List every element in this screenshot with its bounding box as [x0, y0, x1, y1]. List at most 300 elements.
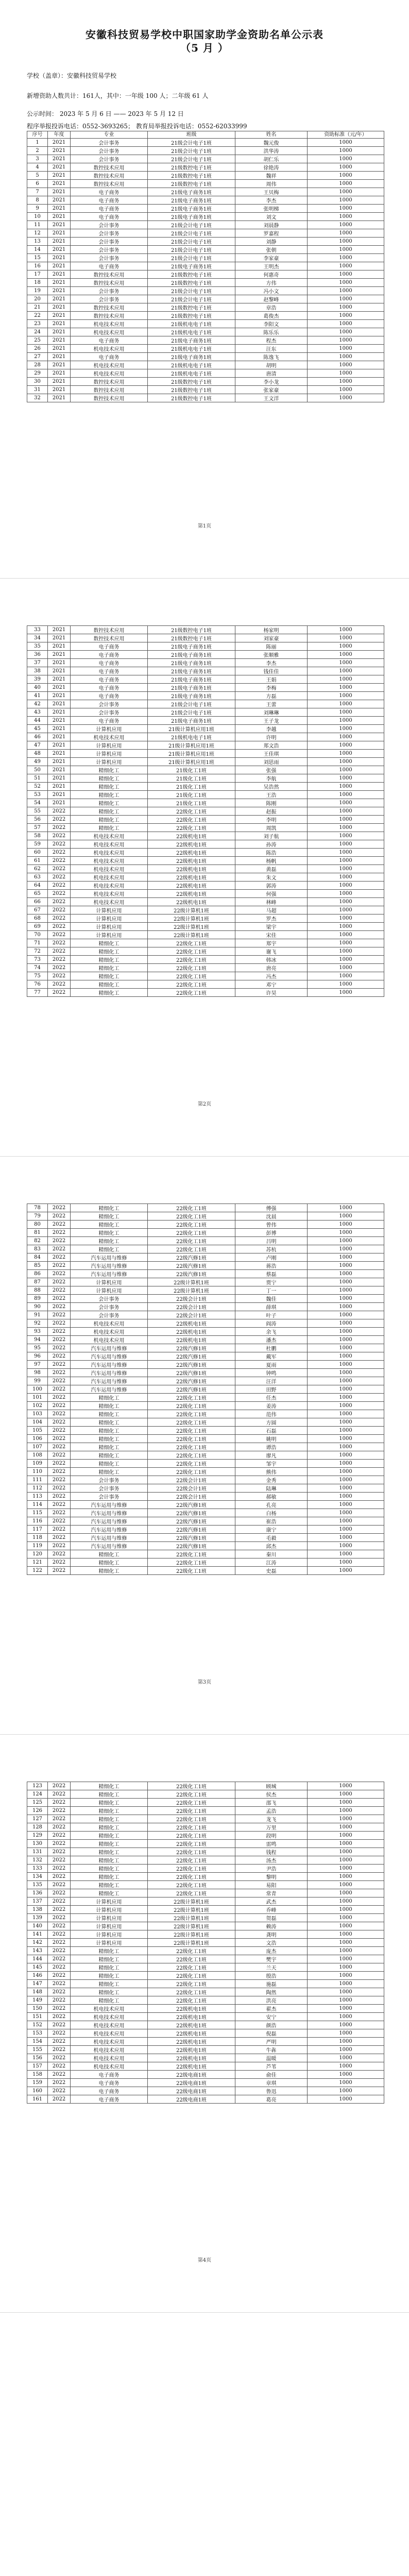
cell-year: 2022: [48, 1823, 71, 1832]
cell-amount: 1000: [308, 741, 384, 750]
cell-no: 29: [27, 369, 48, 378]
cell-year: 2022: [48, 1319, 71, 1328]
column-header-name: 姓名: [235, 131, 308, 139]
cell-name: 阎涛: [235, 1319, 308, 1328]
cell-year: 2021: [48, 353, 71, 361]
cell-name: 庞杰: [235, 1947, 308, 1955]
cell-class: 21级数控电子1班: [148, 626, 235, 634]
table-row: [27, 964, 384, 972]
table-row: [27, 717, 384, 725]
cell-name: 王娟: [235, 675, 308, 684]
cell-class: 22级化工1班: [148, 1402, 235, 1410]
cell-major: 精细化工: [71, 980, 148, 989]
cell-amount: 1000: [308, 1427, 384, 1435]
cell-class: 22级机电1班: [148, 832, 235, 840]
cell-amount: 1000: [308, 956, 384, 964]
cell-major: 机电技术应用: [71, 2046, 148, 2054]
cell-no: 97: [27, 1361, 48, 1369]
cell-class: 22级汽修1班: [148, 1509, 235, 1517]
cell-class: 21级计算机应用1班: [148, 741, 235, 750]
cell-no: 94: [27, 1336, 48, 1344]
cell-no: 75: [27, 972, 48, 980]
cell-class: 22级化工1班: [148, 956, 235, 964]
table-row: [27, 1906, 384, 1914]
cell-name: 谭浩: [235, 1443, 308, 1451]
cell-no: 4: [27, 163, 48, 172]
cell-major: 机电技术应用: [71, 898, 148, 906]
cell-amount: 1000: [308, 1212, 384, 1221]
cell-name: 陆琳: [235, 1484, 308, 1493]
cell-no: 118: [27, 1534, 48, 1542]
cell-no: 148: [27, 1988, 48, 1996]
table-row: [27, 824, 384, 832]
cell-major: 精细化工: [71, 1790, 148, 1799]
cell-class: 22级会计1班: [148, 1476, 235, 1484]
cell-amount: 1000: [308, 1361, 384, 1369]
cell-class: 21级电子商务1班: [148, 651, 235, 659]
cell-major: 汽车运用与维修: [71, 1369, 148, 1377]
table-row: [27, 1204, 384, 1212]
cell-year: 2021: [48, 254, 71, 262]
cell-name: 蔡磊: [235, 1270, 308, 1278]
cell-no: 28: [27, 361, 48, 369]
cell-class: 21级机电电子1班: [148, 328, 235, 336]
cell-name: 韩冰: [235, 956, 308, 964]
cell-name: 史磊: [235, 1567, 308, 1575]
table-row: [27, 1856, 384, 1865]
cell-no: 72: [27, 947, 48, 956]
cell-amount: 1000: [308, 1460, 384, 1468]
cell-class: 21级会计电子1班: [148, 147, 235, 155]
cell-amount: 1000: [308, 972, 384, 980]
cell-year: 2021: [48, 634, 71, 642]
cell-no: 98: [27, 1369, 48, 1377]
cell-class: 22级化工1班: [148, 1782, 235, 1790]
cell-class: 22级化工1班: [148, 1790, 235, 1799]
cell-year: 2022: [48, 1493, 71, 1501]
cell-year: 2022: [48, 1922, 71, 1930]
cell-amount: 1000: [308, 1221, 384, 1229]
document-title: 安徽科技贸易学校中职国家助学金资助名单公示表: [86, 28, 323, 41]
cell-major: 精细化工: [71, 766, 148, 774]
cell-year: 2022: [48, 1369, 71, 1377]
cell-amount: 1000: [308, 1988, 384, 1996]
cell-name: 唐清: [235, 369, 308, 378]
cell-no: 129: [27, 1832, 48, 1840]
table-row: [27, 1782, 384, 1790]
cell-major: 会计事务: [71, 287, 148, 295]
cell-name: 赵振: [235, 807, 308, 816]
cell-name: 江涛: [235, 1558, 308, 1567]
cell-year: 2022: [48, 923, 71, 931]
cell-year: 2021: [48, 229, 71, 238]
cell-no: 43: [27, 708, 48, 717]
table-row: [27, 2054, 384, 2062]
cell-major: 电子商务: [71, 651, 148, 659]
cell-amount: 1000: [308, 2079, 384, 2087]
table-row: [27, 1930, 384, 1939]
cell-class: 22级计算机1班: [148, 1930, 235, 1939]
cell-major: 汽车运用与维修: [71, 1542, 148, 1550]
cell-class: 21级电子商务1班: [148, 642, 235, 651]
cell-no: 2: [27, 147, 48, 155]
cell-name: 魏祥: [235, 172, 308, 180]
cell-class: 21级电子商务1班: [148, 213, 235, 221]
cell-year: 2022: [48, 931, 71, 939]
table-row: [27, 1336, 384, 1344]
cell-year: 2022: [48, 906, 71, 914]
cell-name: 严明: [235, 2038, 308, 2046]
cell-year: 2022: [48, 1782, 71, 1790]
cell-major: 机电技术应用: [71, 369, 148, 378]
cell-year: 2022: [48, 1526, 71, 1534]
table-row: [27, 708, 384, 717]
cell-class: 21级电子商务1班: [148, 659, 235, 667]
cell-year: 2022: [48, 1295, 71, 1303]
cell-name: 贾宁: [235, 1278, 308, 1286]
cell-no: 152: [27, 2021, 48, 2029]
cell-major: 机电技术应用: [71, 2021, 148, 2029]
cell-major: 电子商务: [71, 2079, 148, 2087]
cell-no: 107: [27, 1443, 48, 1451]
cell-no: 46: [27, 733, 48, 741]
cell-name: 章琪: [235, 2079, 308, 2087]
table-row: [27, 634, 384, 642]
cell-no: 88: [27, 1286, 48, 1295]
cell-amount: 1000: [308, 1865, 384, 1873]
cell-year: 2021: [48, 708, 71, 717]
cell-amount: 1000: [308, 1963, 384, 1972]
cell-year: 2022: [48, 1221, 71, 1229]
cell-class: 22级化工1班: [148, 1955, 235, 1963]
cell-amount: 1000: [308, 2013, 384, 2021]
cell-name: 李阳文: [235, 320, 308, 328]
cell-major: 机电技术应用: [71, 840, 148, 849]
cell-class: 21级数控电子1班: [148, 270, 235, 279]
cell-class: 22级电商1班: [148, 2095, 235, 2104]
cell-no: 24: [27, 328, 48, 336]
cell-no: 124: [27, 1790, 48, 1799]
cell-year: 2021: [48, 642, 71, 651]
table-row: [27, 1865, 384, 1873]
table-row: [27, 2013, 384, 2021]
cell-no: 1: [27, 139, 48, 147]
cell-no: 33: [27, 626, 48, 634]
cell-major: 电子商务: [71, 336, 148, 345]
cell-year: 2021: [48, 270, 71, 279]
cell-major: 机电技术应用: [71, 882, 148, 890]
cell-amount: 1000: [308, 1410, 384, 1418]
cell-no: 19: [27, 287, 48, 295]
cell-name: 陈刚: [235, 799, 308, 807]
page-number: 第4页: [197, 2258, 212, 2263]
cell-class: 22级机电1班: [148, 2029, 235, 2038]
table-row: [27, 816, 384, 824]
cell-year: 2021: [48, 312, 71, 320]
cell-class: 22级化工1班: [148, 1443, 235, 1451]
cell-name: 姜涛: [235, 1402, 308, 1410]
cell-class: 21级数控电子1班: [148, 279, 235, 287]
cell-name: 谢飞: [235, 947, 308, 956]
table-row: [27, 1922, 384, 1930]
table-row: [27, 1832, 384, 1840]
table-row: [27, 906, 384, 914]
cell-amount: 1000: [308, 1484, 384, 1493]
page-number: 第1页: [197, 523, 212, 529]
cell-amount: 1000: [308, 692, 384, 700]
cell-no: 121: [27, 1558, 48, 1567]
cell-amount: 1000: [308, 2046, 384, 2054]
cell-year: 2021: [48, 394, 71, 402]
table-row: [27, 279, 384, 287]
cell-class: 22级化工1班: [148, 1468, 235, 1476]
cell-amount: 1000: [308, 295, 384, 303]
cell-no: 138: [27, 1906, 48, 1914]
cell-class: 21级电子商务1班: [148, 336, 235, 345]
cell-amount: 1000: [308, 816, 384, 824]
cell-name: 张明梯: [235, 205, 308, 213]
cell-major: 机电技术应用: [71, 361, 148, 369]
cell-name: 胡仁乐: [235, 155, 308, 163]
cell-no: 141: [27, 1930, 48, 1939]
cell-name: 孔亮: [235, 1501, 308, 1509]
table-row: [27, 1476, 384, 1484]
cell-year: 2021: [48, 163, 71, 172]
cell-year: 2022: [48, 2046, 71, 2054]
cell-class: 22级化工1班: [148, 816, 235, 824]
cell-name: 钱程: [235, 1848, 308, 1856]
cell-name: 邹宇: [235, 1460, 308, 1468]
cell-year: 2022: [48, 1815, 71, 1823]
cell-no: 74: [27, 964, 48, 972]
cell-no: 128: [27, 1823, 48, 1832]
table-row: [27, 1385, 384, 1394]
cell-amount: 1000: [308, 1980, 384, 1988]
cell-name: 文浩: [235, 1939, 308, 1947]
column-header-no: 序号: [27, 131, 48, 139]
cell-no: 76: [27, 980, 48, 989]
cell-major: 计算机应用: [71, 923, 148, 931]
table-row: [27, 1311, 384, 1319]
table-row: [27, 947, 384, 956]
cell-class: 22级汽修1班: [148, 1270, 235, 1278]
cell-major: 计算机应用: [71, 1278, 148, 1286]
period-line: 公示时间： 2023 年 5 月 6 日 —— 2023 年 5 月 12 日: [27, 110, 184, 117]
cell-year: 2022: [48, 1955, 71, 1963]
cell-year: 2022: [48, 1799, 71, 1807]
cell-name: 洪亮: [235, 1996, 308, 2005]
cell-class: 22级汽修1班: [148, 1501, 235, 1509]
cell-class: 22级化工1班: [148, 1947, 235, 1955]
cell-major: 电子商务: [71, 213, 148, 221]
cell-amount: 1000: [308, 2038, 384, 2046]
cell-amount: 1000: [308, 931, 384, 939]
cell-no: 63: [27, 873, 48, 882]
cell-name: 顾城: [235, 1782, 308, 1790]
table-row: [27, 2095, 384, 2104]
cell-class: 22级计算机1班: [148, 1278, 235, 1286]
table-row: [27, 898, 384, 906]
cell-year: 2022: [48, 1840, 71, 1848]
table-row: [27, 287, 384, 295]
table-row: [27, 758, 384, 766]
cell-class: 22级化工1班: [148, 1807, 235, 1815]
page-separator: [0, 1734, 409, 1735]
cell-year: 2021: [48, 188, 71, 196]
cell-name: 魏佳: [235, 1295, 308, 1303]
table-row: [27, 270, 384, 279]
cell-major: 计算机应用: [71, 758, 148, 766]
cell-no: 153: [27, 2029, 48, 2038]
cell-class: 22级机电1班: [148, 840, 235, 849]
cell-name: 杜鹏: [235, 1344, 308, 1352]
cell-name: 王明杰: [235, 262, 308, 270]
cell-major: 精细化工: [71, 1443, 148, 1451]
cell-year: 2022: [48, 972, 71, 980]
cell-amount: 1000: [308, 1848, 384, 1856]
cell-amount: 1000: [308, 1550, 384, 1558]
cell-year: 2022: [48, 1832, 71, 1840]
cell-amount: 1000: [308, 1352, 384, 1361]
cell-no: 32: [27, 394, 48, 402]
cell-major: 精细化工: [71, 1402, 148, 1410]
cell-name: 薛琪: [235, 1303, 308, 1311]
cell-name: 鲁迅: [235, 2087, 308, 2095]
cell-class: 21级会计电子1班: [148, 700, 235, 708]
cell-major: 汽车运用与维修: [71, 1534, 148, 1542]
cell-amount: 1000: [308, 659, 384, 667]
cell-name: 杨帆: [235, 857, 308, 865]
cell-class: 22级化工1班: [148, 1204, 235, 1212]
cell-no: 161: [27, 2095, 48, 2104]
cell-amount: 1000: [308, 1823, 384, 1832]
cell-amount: 1000: [308, 626, 384, 634]
cell-major: 精细化工: [71, 1221, 148, 1229]
cell-class: 22级机电1班: [148, 2046, 235, 2054]
table-row: [27, 659, 384, 667]
table-row: [27, 980, 384, 989]
cell-no: 13: [27, 238, 48, 246]
cell-amount: 1000: [308, 1889, 384, 1897]
cell-amount: 1000: [308, 1558, 384, 1567]
cell-year: 2022: [48, 2029, 71, 2038]
cell-year: 2021: [48, 717, 71, 725]
table-row: [27, 725, 384, 733]
cell-major: 机电技术应用: [71, 328, 148, 336]
cell-name: 温暖: [235, 2054, 308, 2062]
cell-class: 21级化工1班: [148, 791, 235, 799]
cell-no: 66: [27, 898, 48, 906]
cell-class: 21级会计电子1班: [148, 139, 235, 147]
cell-major: 机电技术应用: [71, 733, 148, 741]
table-row: [27, 1468, 384, 1476]
cell-no: 125: [27, 1799, 48, 1807]
cell-year: 2021: [48, 783, 71, 791]
cell-year: 2021: [48, 303, 71, 312]
cell-year: 2022: [48, 1484, 71, 1493]
cell-name: 李杰: [235, 196, 308, 205]
table-row: [27, 1319, 384, 1328]
cell-name: 方圆: [235, 1418, 308, 1427]
table-row: [27, 1303, 384, 1311]
cell-major: 数控技术应用: [71, 303, 148, 312]
cell-amount: 1000: [308, 906, 384, 914]
cell-no: 132: [27, 1856, 48, 1865]
table-row: [27, 353, 384, 361]
cell-year: 2022: [48, 1567, 71, 1575]
cell-class: 22级机电1班: [148, 849, 235, 857]
table-row: [27, 1237, 384, 1245]
cell-no: 147: [27, 1980, 48, 1988]
cell-amount: 1000: [308, 634, 384, 642]
cell-amount: 1000: [308, 791, 384, 799]
cell-amount: 1000: [308, 1303, 384, 1311]
cell-amount: 1000: [308, 766, 384, 774]
cell-year: 2022: [48, 1204, 71, 1212]
cell-amount: 1000: [308, 1832, 384, 1840]
cell-name: 卢刚: [235, 1253, 308, 1262]
cell-major: 数控技术应用: [71, 378, 148, 386]
cell-major: 精细化工: [71, 1567, 148, 1575]
cell-major: 数控技术应用: [71, 634, 148, 642]
cell-no: 45: [27, 725, 48, 733]
cell-major: 汽车运用与维修: [71, 1509, 148, 1517]
cell-major: 会计事务: [71, 139, 148, 147]
cell-no: 134: [27, 1873, 48, 1881]
column-header-year: 年度: [48, 131, 71, 139]
cell-year: 2022: [48, 1418, 71, 1427]
table-row: [27, 1328, 384, 1336]
cell-no: 91: [27, 1311, 48, 1319]
cell-amount: 1000: [308, 279, 384, 287]
cell-year: 2022: [48, 2071, 71, 2079]
page-separator: [0, 2312, 409, 2313]
table-row: [27, 1790, 384, 1799]
table-row: [27, 1369, 384, 1377]
cell-amount: 1000: [308, 139, 384, 147]
page-separator: [0, 578, 409, 579]
table-row: [27, 1212, 384, 1221]
cell-year: 2022: [48, 2005, 71, 2013]
cell-year: 2022: [48, 1558, 71, 1567]
cell-no: 92: [27, 1319, 48, 1328]
cell-amount: 1000: [308, 1435, 384, 1443]
table-row: [27, 303, 384, 312]
cell-name: 夏雨: [235, 1361, 308, 1369]
cell-year: 2022: [48, 956, 71, 964]
cell-name: 叶子: [235, 1311, 308, 1319]
cell-amount: 1000: [308, 1922, 384, 1930]
cell-no: 18: [27, 279, 48, 287]
cell-amount: 1000: [308, 188, 384, 196]
cell-year: 2022: [48, 1212, 71, 1221]
cell-major: 机电技术应用: [71, 857, 148, 865]
cell-amount: 1000: [308, 914, 384, 923]
cell-name: 洪华涛: [235, 147, 308, 155]
cell-name: 何强: [235, 890, 308, 898]
cell-class: 21级数控电子1班: [148, 163, 235, 172]
table-row: [27, 1881, 384, 1889]
cell-name: 姚明: [235, 1435, 308, 1443]
cell-name: 丁一: [235, 1286, 308, 1295]
cell-amount: 1000: [308, 1286, 384, 1295]
cell-year: 2022: [48, 1550, 71, 1558]
cell-class: 21级会计电子1班: [148, 221, 235, 229]
cell-class: 22级电商1班: [148, 2087, 235, 2095]
cell-amount: 1000: [308, 1534, 384, 1542]
cell-class: 22级机电1班: [148, 1336, 235, 1344]
cell-name: 郑宇: [235, 939, 308, 947]
